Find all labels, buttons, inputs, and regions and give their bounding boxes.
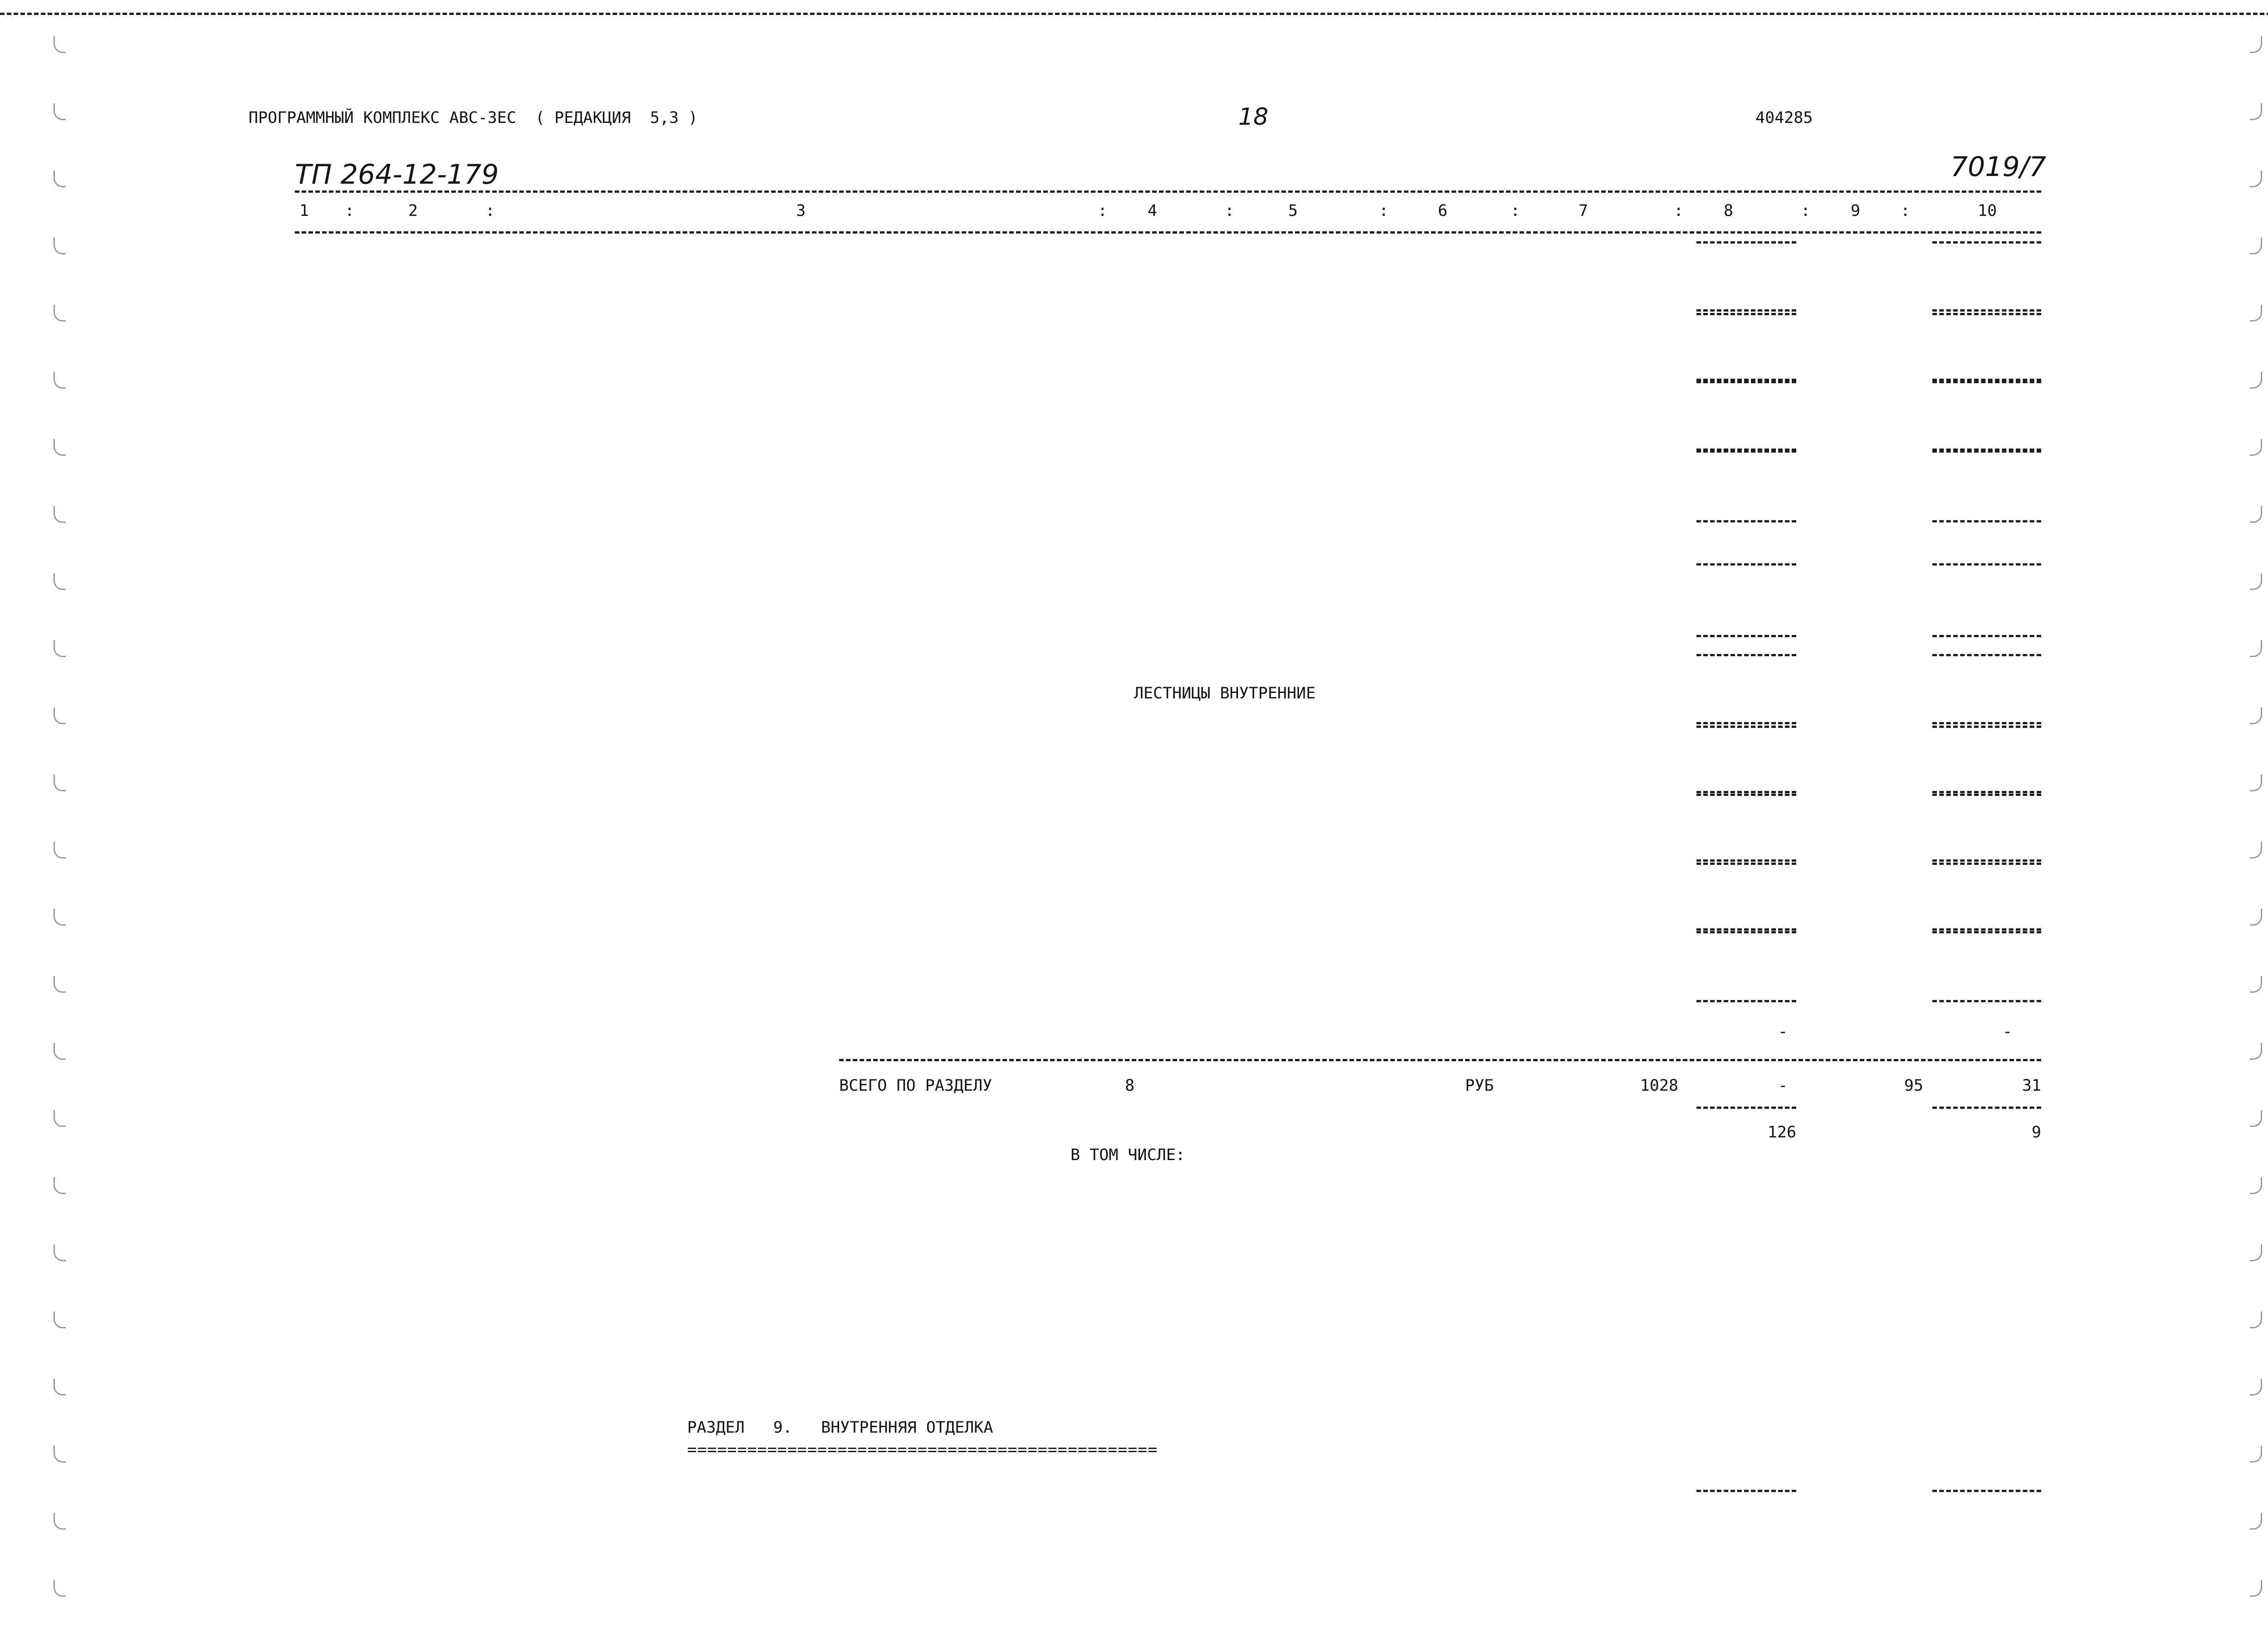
perforation-hole-right	[2250, 1580, 2262, 1597]
row-col10-rule	[1932, 381, 2041, 383]
row-col8-rule	[1696, 931, 1796, 933]
section-total-col10-bottom: 9	[2031, 1123, 2041, 1141]
header-rule-top	[295, 190, 2041, 193]
row-col8-rule-top	[1696, 722, 1796, 724]
perforation-hole-left	[54, 1043, 66, 1060]
row-col8-rule	[1696, 1000, 1796, 1002]
row-col10-rule-top	[1932, 928, 2041, 931]
perforation-hole-left	[54, 1110, 66, 1127]
perforation-hole-left	[54, 775, 66, 791]
perforation-hole-right	[2250, 1043, 2262, 1060]
row-col8-rule	[1696, 313, 1796, 315]
column-header-6: 6	[1438, 202, 1448, 220]
perforation-hole-left	[54, 238, 66, 254]
row-col10-rule-top	[1932, 563, 2041, 566]
perforation-hole-left	[54, 439, 66, 456]
perforation-hole-right	[2250, 1379, 2262, 1395]
row-col8-rule	[1696, 863, 1796, 865]
row-col10-rule-top	[1932, 379, 2041, 381]
column-header-3: 3	[796, 202, 806, 220]
document-code: 404285	[1755, 109, 1813, 127]
row-col10-rule-top	[1932, 859, 2041, 862]
row-col10-rule	[1932, 635, 2041, 637]
section-total-col10: 31	[2022, 1077, 2041, 1095]
handwritten-sheet-number: 7019/7	[1950, 151, 2047, 183]
row-col10-rule	[1932, 726, 2041, 728]
perforation-hole-right	[2250, 707, 2262, 724]
perforation-hole-right	[2250, 238, 2262, 254]
section-9-underline: ===============================================	[687, 1441, 1158, 1459]
perforation-hole-right	[2250, 1446, 2262, 1463]
perforation-hole-right	[2250, 775, 2262, 791]
perforation-hole-left	[54, 1580, 66, 1597]
perforation-hole-right	[2250, 1312, 2262, 1328]
perforation-hole-left	[54, 36, 66, 53]
row-col10-rule	[1932, 313, 2041, 315]
column-separator: :	[1901, 202, 1911, 220]
perforation-hole-left	[54, 573, 66, 590]
perforation-hole-left	[54, 1244, 66, 1261]
perforation-hole-right	[2250, 976, 2262, 993]
section-total-col8-bottom: 126	[1767, 1123, 1796, 1141]
row-127-col8-after: -	[1778, 1023, 1788, 1041]
perforation-hole-right	[2250, 1110, 2262, 1127]
section-total-label: ВСЕГО ПО РАЗДЕЛУ	[839, 1077, 992, 1095]
row-127-col10-after: -	[2003, 1023, 2013, 1041]
row-col8-rule-top	[1696, 449, 1796, 451]
perforation-hole-right	[2250, 1244, 2262, 1261]
row-col8-rule	[1696, 520, 1796, 522]
section-total-value: 1028	[1640, 1077, 1678, 1095]
perforation-hole-left	[54, 305, 66, 322]
column-header-2: 2	[408, 202, 418, 220]
program-title: ПРОГРАММНЫЙ КОМПЛЕКС АВС-ЗЕС ( РЕДАКЦИЯ 5,3 )	[249, 109, 698, 127]
perforation-hole-left	[54, 976, 66, 993]
including-label: В ТОМ ЧИСЛЕ:	[1070, 1146, 1185, 1164]
row-col8-rule	[1696, 635, 1796, 637]
perforation-hole-right	[2250, 842, 2262, 858]
row-col8-rule-top	[1696, 654, 1796, 656]
row-col8-rule-top	[1696, 928, 1796, 931]
perforation-hole-left	[54, 909, 66, 926]
row-col8-rule-top	[1696, 563, 1796, 566]
perforation-hole-right	[2250, 573, 2262, 590]
perforation-hole-right	[2250, 1513, 2262, 1530]
section-total-unit: РУБ	[1465, 1077, 1494, 1095]
column-header-1: 1	[299, 202, 309, 220]
row-col10-rule-top	[1932, 241, 2041, 244]
subheading-stairs: ЛЕСТНИЦЫ ВНУТРЕННИЕ	[1134, 684, 1316, 702]
perforation-hole-right	[2250, 171, 2262, 187]
row-col10-rule	[1932, 794, 2041, 796]
perforation-hole-left	[54, 1312, 66, 1328]
row-col10-rule-top	[1932, 654, 2041, 656]
row-col8-rule-top	[1696, 379, 1796, 381]
row-col8-rule-top	[1696, 791, 1796, 793]
perforation-hole-right	[2250, 1177, 2262, 1194]
row-col10-rule	[1932, 1490, 2041, 1492]
perforation-hole-right	[2250, 372, 2262, 389]
row-col10-rule	[1932, 1000, 2041, 1002]
column-separator: :	[1379, 202, 1389, 220]
handwritten-project-number: ТП 264-12-179	[295, 159, 499, 190]
row-col10-rule	[1932, 520, 2041, 522]
header-rule-bottom	[295, 231, 2041, 234]
column-header-4: 4	[1148, 202, 1158, 220]
perforation-hole-left	[54, 1379, 66, 1395]
perforation-hole-left	[54, 372, 66, 389]
section-total-col10-rule	[1932, 1107, 2041, 1109]
perforation-hole-left	[54, 1177, 66, 1194]
row-col8-rule-top	[1696, 309, 1796, 312]
row-col10-rule-top	[1932, 791, 2041, 793]
column-separator: :	[1510, 202, 1520, 220]
perforation-hole-right	[2250, 909, 2262, 926]
row-col10-rule-top	[1932, 449, 2041, 451]
column-separator: :	[1098, 202, 1108, 220]
perforation-hole-right	[2250, 36, 2262, 53]
column-header-7: 7	[1579, 202, 1589, 220]
perforation-hole-right	[2250, 506, 2262, 523]
row-col8-rule	[1696, 1490, 1796, 1492]
perforation-hole-right	[2250, 103, 2262, 120]
column-separator: :	[1674, 202, 1684, 220]
perforation-hole-left	[54, 103, 66, 120]
perforation-hole-right	[2250, 305, 2262, 322]
row-col10-rule-top	[1932, 722, 2041, 724]
row-col10-rule	[1932, 863, 2041, 865]
column-header-10: 10	[1978, 202, 1997, 220]
section-total-col8: -	[1778, 1077, 1788, 1095]
perforation-hole-left	[54, 842, 66, 858]
row-col8-rule-top	[1696, 241, 1796, 244]
perforation-hole-left	[54, 1446, 66, 1463]
section-9-title: РАЗДЕЛ 9. ВНУТРЕННЯЯ ОТДЕЛКА	[687, 1419, 993, 1437]
column-separator: :	[1225, 202, 1235, 220]
column-separator: :	[485, 202, 495, 220]
column-separator: :	[345, 202, 355, 220]
page-top-edge	[0, 13, 2268, 15]
perforation-hole-left	[54, 1513, 66, 1530]
perforation-hole-left	[54, 640, 66, 657]
column-header-9: 9	[1851, 202, 1861, 220]
perforation-hole-left	[54, 506, 66, 523]
row-col8-rule	[1696, 726, 1796, 728]
page-number: 18	[1238, 103, 1269, 131]
perforation-hole-right	[2250, 439, 2262, 456]
section-total-col8-rule	[1696, 1107, 1796, 1109]
section-total-number: 8	[1125, 1077, 1135, 1095]
section-total-rule	[839, 1059, 2041, 1061]
row-col10-rule-top	[1932, 309, 2041, 312]
perforation-hole-right	[2250, 640, 2262, 657]
row-col8-rule	[1696, 381, 1796, 383]
section-total-col9: 95	[1904, 1077, 1923, 1095]
column-separator: :	[1801, 202, 1811, 220]
row-col10-rule	[1932, 931, 2041, 933]
column-header-5: 5	[1288, 202, 1298, 220]
column-header-8: 8	[1724, 202, 1734, 220]
row-col8-rule	[1696, 794, 1796, 796]
row-col8-rule-top	[1696, 859, 1796, 862]
perforation-hole-left	[54, 171, 66, 187]
perforation-hole-left	[54, 707, 66, 724]
